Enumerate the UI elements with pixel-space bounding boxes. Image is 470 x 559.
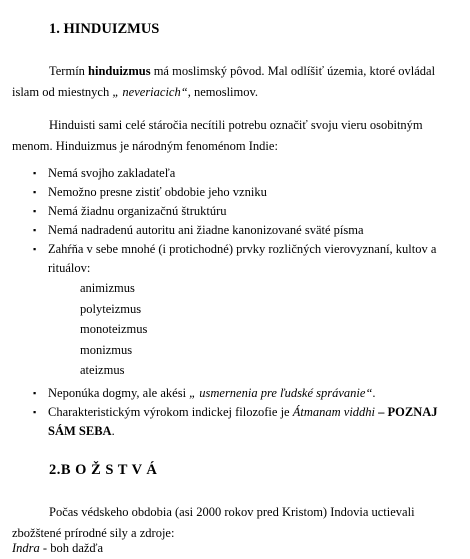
bold-term: hinduizmus xyxy=(88,64,151,78)
deity-name: Indra xyxy=(12,541,40,555)
deity-line-indra xyxy=(12,538,103,559)
list-item-text: Charakteristickým výrokom indickej filozofie je xyxy=(48,404,293,419)
sub-list xyxy=(48,278,457,381)
italic-term: „ usmernenia pre ľudské správanie“ xyxy=(189,385,373,400)
list-item-text: Nemá nadradenú autoritu ani žiadne kanonizované sväté písma xyxy=(48,223,364,237)
list-item xyxy=(12,221,457,240)
text-run: Hinduisti sami celé stáročia necítili potrebu označiť svoju vieru osobitným menom. Hinduizmus je národným fenoménom Indie: xyxy=(12,118,423,153)
list-item xyxy=(12,164,457,183)
text-run: , nemoslimov. xyxy=(187,85,259,99)
bold-term: – POZNAJ SÁM SEBA xyxy=(48,404,438,438)
bullet-list xyxy=(12,164,457,441)
deity-description: - boh dažďa xyxy=(39,541,104,555)
list-item-text: Nemožno presne zistiť obdobie jeho vzniku xyxy=(48,185,267,199)
text-run: Počas védskeho obdobia (asi 2000 rokov pred Kristom) Indovia uctievali zbožštené prírodné sily a zdroje: xyxy=(12,505,415,540)
list-item-text: Zahŕňa v sebe mnohé (i protichodné) prvky rozličných vierovyznaní, kultov a rituálov: xyxy=(48,242,437,275)
sub-list-item: animizmus xyxy=(80,281,135,295)
bullet-icon: ▪ xyxy=(33,187,37,197)
bullet-icon: ▪ xyxy=(33,387,37,398)
text-run: Termín xyxy=(49,64,89,78)
list-item xyxy=(12,202,457,221)
bullet-icon: ▪ xyxy=(33,406,37,417)
italic-term: „ neveriacich“ xyxy=(112,85,188,99)
list-item xyxy=(12,240,457,381)
list-item xyxy=(12,183,457,202)
bullet-icon: ▪ xyxy=(33,225,37,235)
sub-list-item: ateizmus xyxy=(80,363,125,377)
indent xyxy=(12,64,49,78)
list-item-text: Neponúka dogmy, ale akési xyxy=(48,385,190,400)
indent xyxy=(12,505,49,519)
list-item xyxy=(12,384,457,403)
list-item-text: Nemá svojho zakladateľa xyxy=(48,166,176,180)
bullet-icon: ▪ xyxy=(33,168,37,178)
list-item-text: Nemá žiadnu organizačnú štruktúru xyxy=(48,204,227,218)
paragraph-national-phenomenon xyxy=(12,115,452,157)
sub-list-item: monizmus xyxy=(80,342,133,357)
section-heading-hinduizmus: 1. HINDUIZMUS xyxy=(49,21,160,37)
section-heading-bozstva: 2.B O Ž S T V Á xyxy=(49,462,158,478)
sub-list-item: polyteizmus xyxy=(80,301,142,316)
bullet-icon: ▪ xyxy=(33,206,37,216)
italic-term: Átmanam viddhi xyxy=(292,404,376,419)
sub-list-item: monoteizmus xyxy=(80,322,148,336)
text-run: . xyxy=(372,385,376,400)
bullet-icon: ▪ xyxy=(33,244,37,254)
paragraph-origin-of-term xyxy=(12,61,452,103)
text-run: má moslimský pôvod. Mal odlíšiť územia, ktoré ovládal islam od miestnych xyxy=(12,64,436,99)
indent xyxy=(12,118,49,132)
list-item xyxy=(12,403,457,441)
text-run: . xyxy=(111,423,115,438)
